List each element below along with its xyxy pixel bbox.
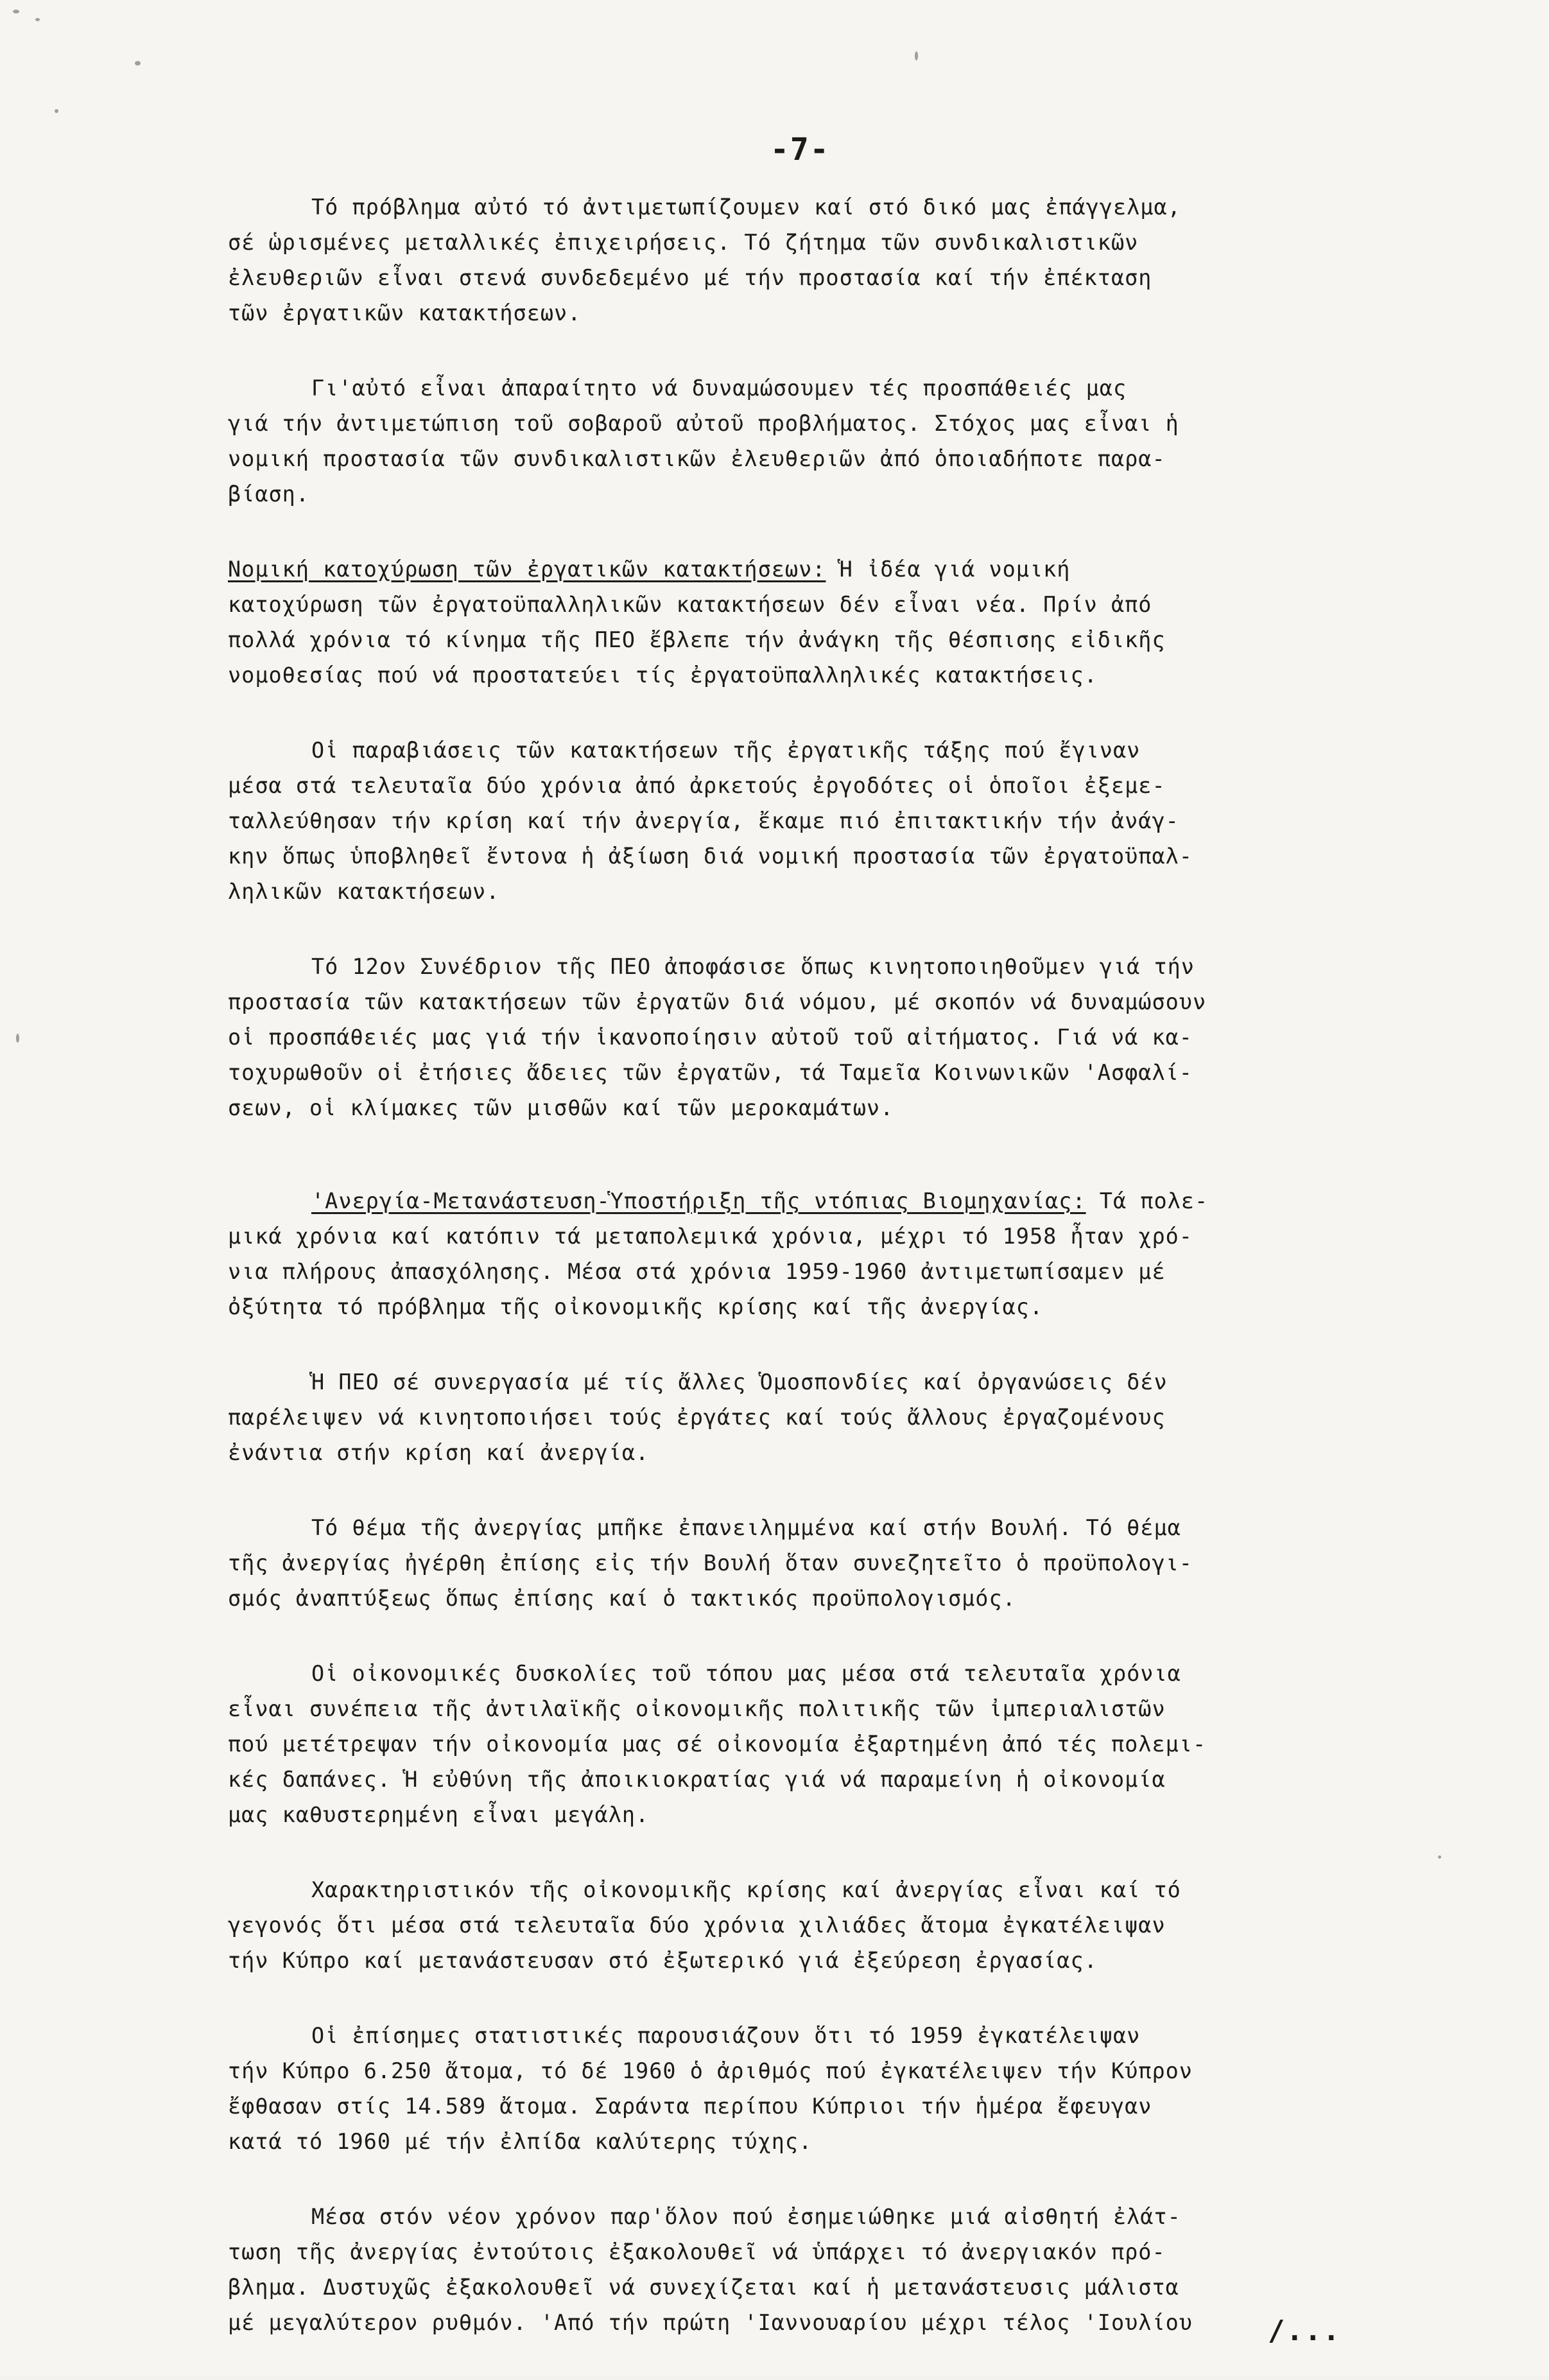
text-line: Τό θέμα τῆς ἀνεργίας μπῆκε ἐπανειλημμένα καί στήν Βουλή. Τό θέμα [311,1515,1181,1540]
text-line: προστασία τῶν κατακτήσεων τῶν ἐργατῶν διά νόμου, μέ σκοπόν νά δυναμώσουν [228,989,1207,1014]
text-line: τωση τῆς ἀνεργίας ἐντούτοις ἐξακολουθεῖ νά ὑπάρχει τό ἀνεργιακόν πρό- [228,2239,1166,2264]
paragraph [228,552,1460,693]
text-line: τῶν ἐργατικῶν κατακτήσεων. [228,300,582,326]
scan-speck [55,109,58,113]
text-line: κην ὅπως ὑποβληθεῖ ἔντονα ἡ ἀξίωση διά νομική προστασία τῶν ἐργατοϋπαλ- [228,844,1193,869]
text-line: ἐλευθεριῶν εἶναι στενά συνδεδεμένο μέ τήν προστασία καί τήν ἐπέκταση [228,265,1152,290]
text-line: Χαρακτηριστικόν τῆς οἰκονομικῆς κρίσης καί ἀνεργίας εἶναι καί τό [311,1877,1181,1902]
text-line: κατά τό 1960 μέ τήν ἐλπίδα καλύτερης τύχης. [228,2129,813,2154]
text-line: σέ ὡρισμένες μεταλλικές ἐπιχειρήσεις. Τό ζήτημα τῶν συνδικαλιστικῶν [228,230,1139,255]
text-line: Οἱ οἰκονομικές δυσκολίες τοῦ τόπου μας μέσα στά τελευταῖα χρόνια [311,1661,1181,1686]
text-line: βίαση. [228,482,310,507]
text-line: Γι'αὐτό εἶναι ἀπαραίτητο νά δυναμώσουμεν τές προσπάθειές μας [311,376,1127,401]
section-heading: 'Ανεργία-Μετανάστευση-Ὑποστήριξη τῆς ντόπιας Βιομηχανίας: [311,1188,1086,1213]
text-line: κατοχύρωση τῶν ἐργατοϋπαλληλικῶν κατακτήσεων δέν εἶναι νέα. Πρίν ἀπό [228,592,1152,617]
text-line: σεων, οἱ κλίμακες τῶν μισθῶν καί τῶν μεροκαμάτων. [228,1095,894,1120]
scan-speck [35,18,40,21]
text-line: Ἡ ΠΕΟ σέ συνεργασία μέ τίς ἄλλες Ὁμοσπονδίες καί ὀργανώσεις δέν [311,1369,1168,1394]
text-line: Οἱ παραβιάσεις τῶν κατακτήσεων τῆς ἐργατικῆς τάξης πού ἔγιναν [311,738,1141,763]
text-line: τήν Κύπρο 6.250 ἄτομα, τό δέ 1960 ὁ ἀριθμός πού ἐγκατέλειψεν τήν Κύπρον [228,2058,1193,2083]
continuation-mark: /... [1268,2315,1341,2347]
text-line [228,1183,1460,1219]
text-line: ταλλεύθησαν τήν κρίση καί τήν ἀνεργία, ἔκαμε πιό ἐπιτακτικήν τήν ἀνάγ- [228,808,1179,833]
text-line: ἔφθασαν στίς 14.589 ἄτομα. Σαράντα περίπου Κύπριοι τήν ἡμέρα ἔφευγαν [228,2094,1152,2119]
section-heading: Νομική κατοχύρωση τῶν ἐργατικῶν κατακτήσεων: [228,557,826,582]
text-line: μας καθυστερημένη εἶναι μεγάλη. [228,1802,650,1827]
text-line: πού μετέτρεψαν τήν οἰκονομία μας σέ οἰκονομία ἐξαρτημένη ἀπό τές πολεμι- [228,1732,1207,1757]
text-line: νομοθεσίας πού νά προστατεύει τίς ἐργατοϋπαλληλικές κατακτήσεις. [228,663,1098,688]
heading-line-rest: Ἡ ἰδέα γιά νομική [826,557,1071,582]
paragraph [228,1183,1460,1325]
paragraph [228,189,1460,331]
paragraph [228,949,1460,1125]
text-line: παρέλειψεν νά κινητοποιήσει τούς ἐργάτες καί τούς ἄλλους ἐργαζομένους [228,1405,1166,1430]
text-line: τήν Κύπρο καί μετανάστευσαν στό ἐξωτερικό γιά ἐξεύρεση ἐργασίας. [228,1948,1098,1973]
text-line: νια πλήρους ἀπασχόλησης. Μέσα στά χρόνια 1959-1960 ἀντιμετωπίσαμεν μέ [228,1259,1166,1284]
text-line: Τό πρόβλημα αὐτό τό ἀντιμετωπίζουμεν καί στό δικό μας ἐπάγγελμα, [311,195,1181,220]
text-line: μέσα στά τελευταῖα δύο χρόνια ἀπό ἀρκετούς ἐργοδότες οἱ ὁποῖοι ἐξεμε- [228,773,1166,798]
paragraph [228,370,1460,512]
paragraph [228,733,1460,909]
text-line: Οἱ ἐπίσημες στατιστικές παρουσιάζουν ὅτι τό 1959 ἐγκατέλειψαν [311,2023,1141,2048]
text-line: γιά τήν ἀντιμετώπιση τοῦ σοβαροῦ αὐτοῦ προβλήματος. Στόχος μας εἶναι ἡ [228,411,1179,436]
paragraph [228,1872,1460,1978]
paragraph [228,2018,1460,2159]
text-line [228,552,1460,587]
paragraph [228,1364,1460,1470]
text-line: Μέσα στόν νέον χρόνον παρ'ὅλον πού ἐσημειώθηκε μιά αἰσθητή ἐλάτ- [311,2204,1181,2229]
text-line: βλημα. Δυστυχῶς ἐξακολουθεῖ νά συνεχίζεται καί ἡ μετανάστευσις μάλιστα [228,2275,1179,2300]
paragraph [228,1656,1460,1832]
text-line: κές δαπάνες. Ἡ εὐθύνη τῆς ἀποικιοκρατίας γιά νά παραμείνη ἡ οἰκονομία [228,1767,1166,1792]
text-line: νομική προστασία τῶν συνδικαλιστικῶν ἐλευθεριῶν ἀπό ὁποιαδήποτε παρα- [228,446,1166,471]
text-line: Τό 12ον Συνέδριον τῆς ΠΕΟ ἀποφάσισε ὅπως κινητοποιηθοῦμεν γιά τήν [311,954,1195,979]
scan-speck [135,61,141,65]
text-line: σμός ἀναπτύξεως ὅπως ἐπίσης καί ὁ τακτικός προϋπολογισμός. [228,1586,1016,1611]
text-line: τοχυρωθοῦν οἱ ἐτήσιες ἄδειες τῶν ἐργατῶν, τά Ταμεῖα Κοινωνικῶν 'Ασφαλί- [228,1060,1193,1085]
text-line: ληλικῶν κατακτήσεων. [228,879,500,904]
heading-line-rest: Τά πολε- [1086,1188,1209,1213]
text-line: εἶναι συνέπεια τῆς ἀντιλαϊκῆς οἰκονομικῆς πολιτικῆς τῶν ἰμπεριαλιστῶν [228,1696,1166,1721]
text-line: ἐνάντια στήν κρίση καί ἀνεργία. [228,1440,650,1465]
text-line: μικά χρόνια καί κατόπιν τά μεταπολεμικά χρόνια, μέχρι τό 1958 ἦταν χρό- [228,1224,1193,1249]
page-number: -7- [770,132,830,168]
document-body [228,189,1460,2380]
text-line: μέ μεγαλύτερον ρυθμόν. 'Από τήν πρώτη 'Ιαννουαρίου μέχρι τέλος 'Ιουλίου [228,2310,1193,2335]
text-line: τῆς ἀνεργίας ἠγέρθη ἐπίσης εἰς τήν Βουλή ὅταν συνεζητεῖτο ὁ προϋπολογι- [228,1550,1193,1576]
paragraph [228,1510,1460,1616]
text-line: πολλά χρόνια τό κίνημα τῆς ΠΕΟ ἔβλεπε τήν ἀνάγκη τῆς θέσπισης εἰδικῆς [228,627,1166,652]
text-line: γεγονός ὅτι μέσα στά τελευταῖα δύο χρόνια χιλιάδες ἄτομα ἐγκατέλειψαν [228,1913,1166,1938]
text-line: ὀξύτητα τό πρόβλημα τῆς οἰκονομικῆς κρίσης καί τῆς ἀνεργίας. [228,1294,1044,1319]
text-line: οἱ προσπάθειές μας γιά τήν ἱκανοποίησιν αὐτοῦ τοῦ αἰτήματος. Γιά νά κα- [228,1025,1193,1050]
scan-speck [13,10,19,13]
scan-speck [915,51,918,60]
scan-speck [16,1034,19,1043]
